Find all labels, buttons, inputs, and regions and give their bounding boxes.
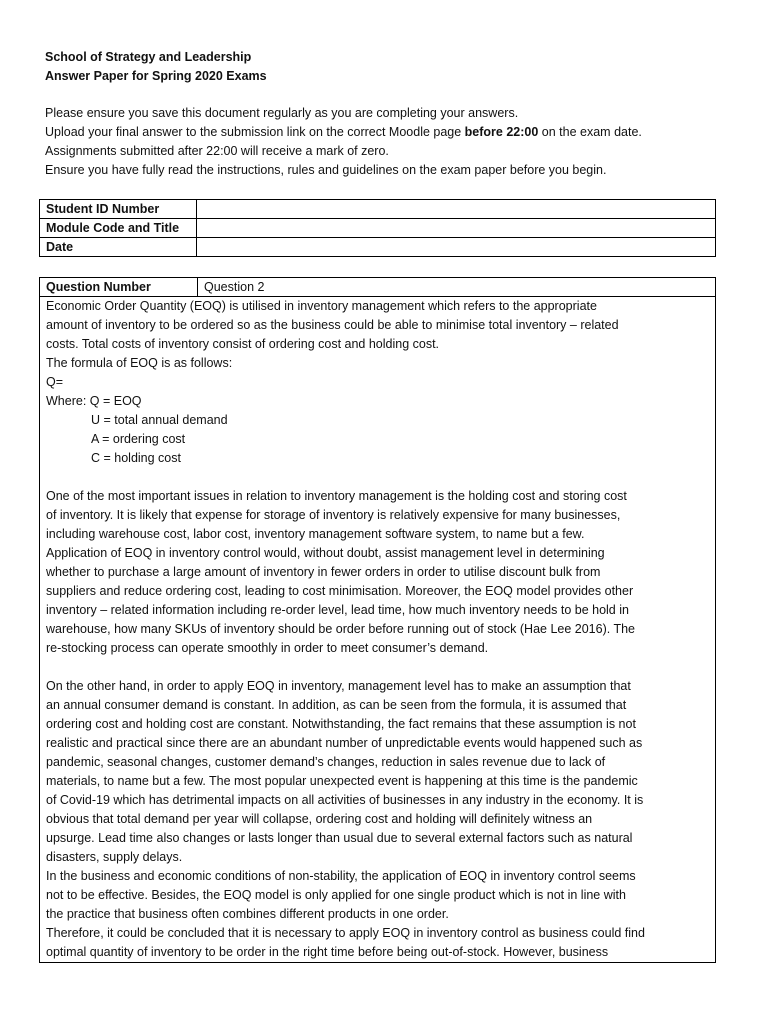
answer-line: amount of inventory to be ordered so as the business could be able to minimise total inventory – related — [46, 318, 619, 332]
answer-line: an annual consumer demand is constant. In addition, as can be seen from the formula, it is assumed that — [46, 698, 627, 712]
answer-line: the practice that business often combines different products in one order. — [46, 907, 449, 921]
instruction-line-1: Please ensure you save this document regularly as you are completing your answers. — [45, 106, 519, 120]
instructions — [45, 104, 642, 180]
answer-text-area[interactable] — [40, 297, 716, 963]
answer-line: suppliers and reduce ordering cost, leading to cost minimisation. Moreover, the EOQ model provides other — [46, 584, 634, 598]
answer-line: Q= — [46, 375, 64, 389]
answer-line: warehouse, how many SKUs of inventory should be order before running out of stock (Hae Lee 2016). The — [46, 622, 636, 636]
answer-line: realistic and practical since there are an abundant number of unpredictable events would happened such as — [46, 736, 643, 750]
table-row — [40, 219, 716, 238]
answer-line: of Covid-19 which has detrimental impacts on all activities of businesses in any industry in the economy. It is — [46, 793, 644, 807]
answer-line: U = total annual demand — [91, 413, 228, 427]
answer-line: C = holding cost — [91, 451, 181, 465]
answer-line: costs. Total costs of inventory consist of ordering cost and holding cost. — [46, 337, 440, 351]
module-field[interactable] — [197, 219, 716, 238]
answer-line: optimal quantity of inventory to be order in the right time before being out-of-stock. However, business — [46, 945, 609, 959]
date-field[interactable] — [197, 238, 716, 257]
deadline-bold: before 22:00 — [464, 125, 539, 139]
table-row — [40, 297, 716, 963]
answer-line: inventory – related information including re-order level, lead time, how much inventory needs to be hold in — [46, 603, 629, 617]
answer-table — [39, 277, 716, 963]
answer-line: ordering cost and holding cost are constant. Notwithstanding, the fact remains that these assumption is not — [46, 717, 636, 731]
instruction-line-4: Ensure you have fully read the instructions, rules and guidelines on the exam paper before you begin. — [45, 163, 607, 177]
school-name: School of Strategy and Leadership — [45, 50, 252, 64]
answer-paragraph-holding-cost — [46, 487, 709, 658]
answer-line: pandemic, seasonal changes, customer demand’s changes, reduction in sales revenue due to lack of — [46, 755, 606, 769]
paper-title: Answer Paper for Spring 2020 Exams — [45, 69, 267, 83]
answer-line: including warehouse cost, labor cost, inventory management software system, to name but a few. — [46, 527, 585, 541]
answer-line: re-stocking process can operate smoothly in order to meet consumer’s demand. — [46, 641, 489, 655]
answer-line: Economic Order Quantity (EOQ) is utilised in inventory management which refers to the appropriate — [46, 299, 597, 313]
answer-line: The formula of EOQ is as follows: — [46, 356, 233, 370]
table-row — [40, 238, 716, 257]
answer-line: materials, to name but a few. The most popular unexpected event is happening at this time is the pandemic — [46, 774, 638, 788]
question-number-label: Question Number — [40, 278, 198, 297]
table-row — [40, 278, 716, 297]
date-label: Date — [40, 238, 197, 257]
answer-line: Therefore, it could be concluded that it is necessary to apply EOQ in inventory control as business could find — [46, 926, 645, 940]
instruction-line-2 — [45, 123, 642, 142]
module-label: Module Code and Title — [40, 219, 197, 238]
question-number-value[interactable]: Question 2 — [198, 278, 716, 297]
instruction-line-2-end: on the exam date. — [538, 125, 642, 139]
formula-definitions — [46, 411, 709, 468]
student-id-label: Student ID Number — [40, 200, 197, 219]
document-header — [45, 48, 267, 86]
answer-line: A = ordering cost — [91, 432, 186, 446]
answer-line: of inventory. It is likely that expense for storage of inventory is relatively expensive for many businesses, — [46, 508, 621, 522]
answer-line: Where: Q = EOQ — [46, 394, 142, 408]
answer-line: whether to purchase a large amount of inventory in fewer orders in order to utilise discount bulk from — [46, 565, 601, 579]
answer-line: disasters, supply delays. — [46, 850, 183, 864]
answer-paragraph-intro — [46, 297, 709, 411]
answer-paragraph-assumptions — [46, 677, 709, 962]
instruction-line-2-text: Upload your final answer to the submission link on the correct Moodle page — [45, 125, 465, 139]
table-row — [40, 200, 716, 219]
answer-line: Application of EOQ in inventory control would, without doubt, assist management level in determining — [46, 546, 605, 560]
answer-line: not to be effective. Besides, the EOQ model is only applied for one single product which is not in line with — [46, 888, 626, 902]
answer-line: In the business and economic conditions of non-stability, the application of EOQ in inventory control seems — [46, 869, 636, 883]
instruction-line-3: Assignments submitted after 22:00 will receive a mark of zero. — [45, 144, 389, 158]
answer-line: On the other hand, in order to apply EOQ in inventory, management level has to make an assumption that — [46, 679, 631, 693]
student-id-field[interactable] — [197, 200, 716, 219]
answer-line: upsurge. Lead time also changes or lasts longer than usual due to several external factors such as natural — [46, 831, 633, 845]
answer-line: One of the most important issues in relation to inventory management is the holding cost and storing cost — [46, 489, 627, 503]
student-info-table — [39, 199, 716, 257]
answer-line: obvious that total demand per year will collapse, ordering cost and holding will definitely witness an — [46, 812, 593, 826]
